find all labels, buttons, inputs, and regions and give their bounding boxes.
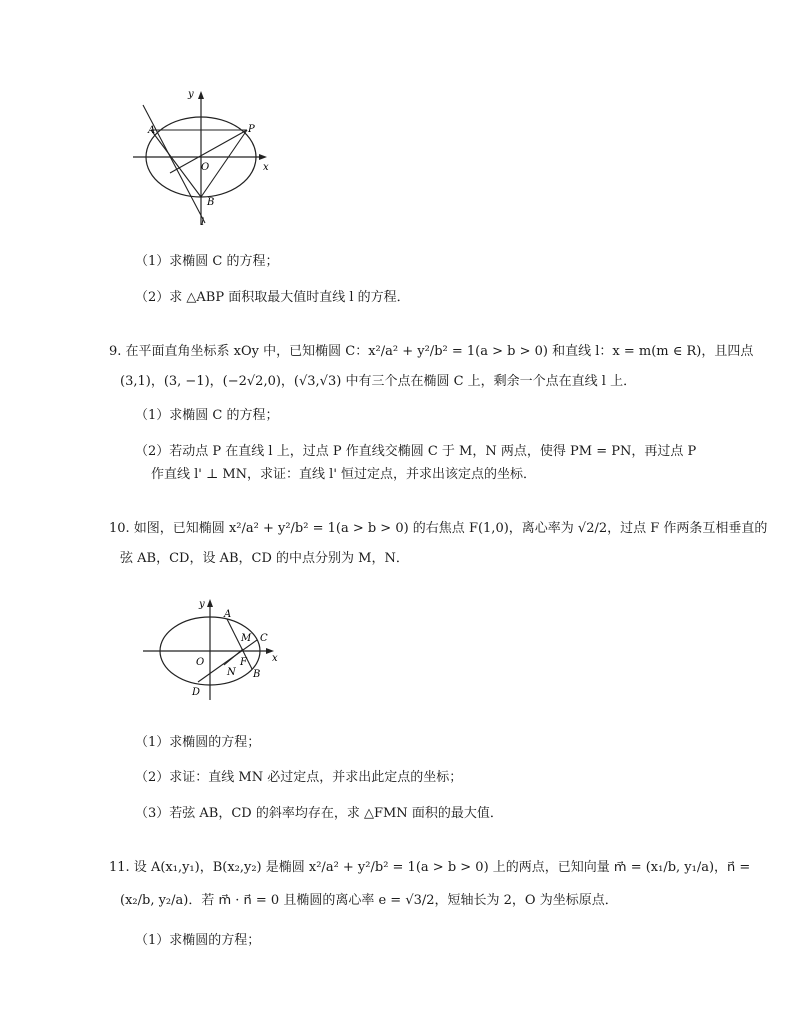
figure-ellipse-triangle-abp bbox=[125, 85, 285, 230]
label-b: B bbox=[253, 669, 261, 680]
q11-part1: （1）求椭圆的方程； bbox=[135, 933, 261, 948]
label-b: B bbox=[207, 197, 215, 208]
label-x: x bbox=[263, 162, 269, 173]
q8-part2: （2）求 △ABP 面积取最大值时直线 l 的方程． bbox=[135, 290, 410, 305]
segment-ab bbox=[151, 130, 201, 197]
label-a: A bbox=[224, 609, 232, 620]
label-l: l bbox=[201, 217, 205, 228]
q10-part2: （2）求证：直线 MN 必过定点，并求出此定点的坐标； bbox=[135, 770, 463, 785]
q9-part1: （1）求椭圆 C 的方程； bbox=[135, 408, 279, 423]
figure-ellipse-triangle-abp-svg bbox=[125, 85, 285, 230]
q8-part1: （1）求椭圆 C 的方程； bbox=[135, 254, 279, 269]
figure-ellipse-chords-svg bbox=[140, 595, 290, 705]
label-y: y bbox=[199, 599, 205, 610]
line-l bbox=[143, 105, 205, 223]
label-o: O bbox=[196, 657, 205, 668]
label-f: F bbox=[240, 657, 247, 668]
q9-part2-line1: （2）若动点 P 在直线 l 上，过点 P 作直线交椭圆 C 于 M，N 两点，使得 PM = PN，再过点 P bbox=[135, 444, 697, 459]
q10-line2: 弦 AB，CD，设 AB，CD 的中点分别为 M，N． bbox=[120, 551, 409, 566]
label-m: M bbox=[241, 633, 252, 644]
q9-line1: 9. 在平面直角坐标系 xOy 中，已知椭圆 C：x²/a² + y²/b² = 1(a > b > 0) 和直线 l：x = m(m ∈ R)，且四点 bbox=[109, 344, 754, 359]
q9-line2: (3,1)，(3, −1)，(−2√2,0)，(√3,√3) 中有三个点在椭圆 C 上，剩余一个点在直线 l 上． bbox=[120, 374, 637, 389]
q11-line2: (x₂/b, y₂/a)．若 m⃗ · n⃗ = 0 且椭圆的离心率 e = √3/2，短轴长为 2，O 为坐标原点． bbox=[120, 893, 618, 908]
label-d: D bbox=[192, 687, 201, 698]
q10-line1: 10. 如图，已知椭圆 x²/a² + y²/b² = 1(a > b > 0) 的右焦点 F(1,0)，离心率为 √2/2，过点 F 作两条互相垂直的 bbox=[109, 521, 768, 536]
q10-part3: （3）若弦 AB，CD 的斜率均存在，求 △FMN 面积的最大值． bbox=[135, 806, 503, 821]
label-x: x bbox=[272, 653, 278, 664]
x-axis-arrow-icon bbox=[259, 154, 267, 160]
label-c: C bbox=[260, 633, 268, 644]
label-a: A bbox=[148, 125, 156, 136]
q9-part2-line2: 作直线 l' ⊥ MN，求证：直线 l' 恒过定点，并求出该定点的坐标． bbox=[151, 467, 537, 482]
q10-part1: （1）求椭圆的方程； bbox=[135, 735, 261, 750]
label-y: y bbox=[188, 89, 194, 100]
y-axis-arrow-icon bbox=[198, 91, 204, 99]
y-axis-arrow-icon bbox=[207, 599, 213, 607]
label-n: N bbox=[227, 667, 236, 678]
label-p: P bbox=[248, 124, 255, 135]
label-o: O bbox=[201, 162, 210, 173]
figure-ellipse-chords bbox=[140, 595, 290, 705]
q11-line1: 11. 设 A(x₁,y₁)，B(x₂,y₂) 是椭圆 x²/a² + y²/b² = 1(a > b > 0) 上的两点，已知向量 m⃗ = (x₁/b, y₁/a)，n⃗ = bbox=[109, 860, 751, 875]
